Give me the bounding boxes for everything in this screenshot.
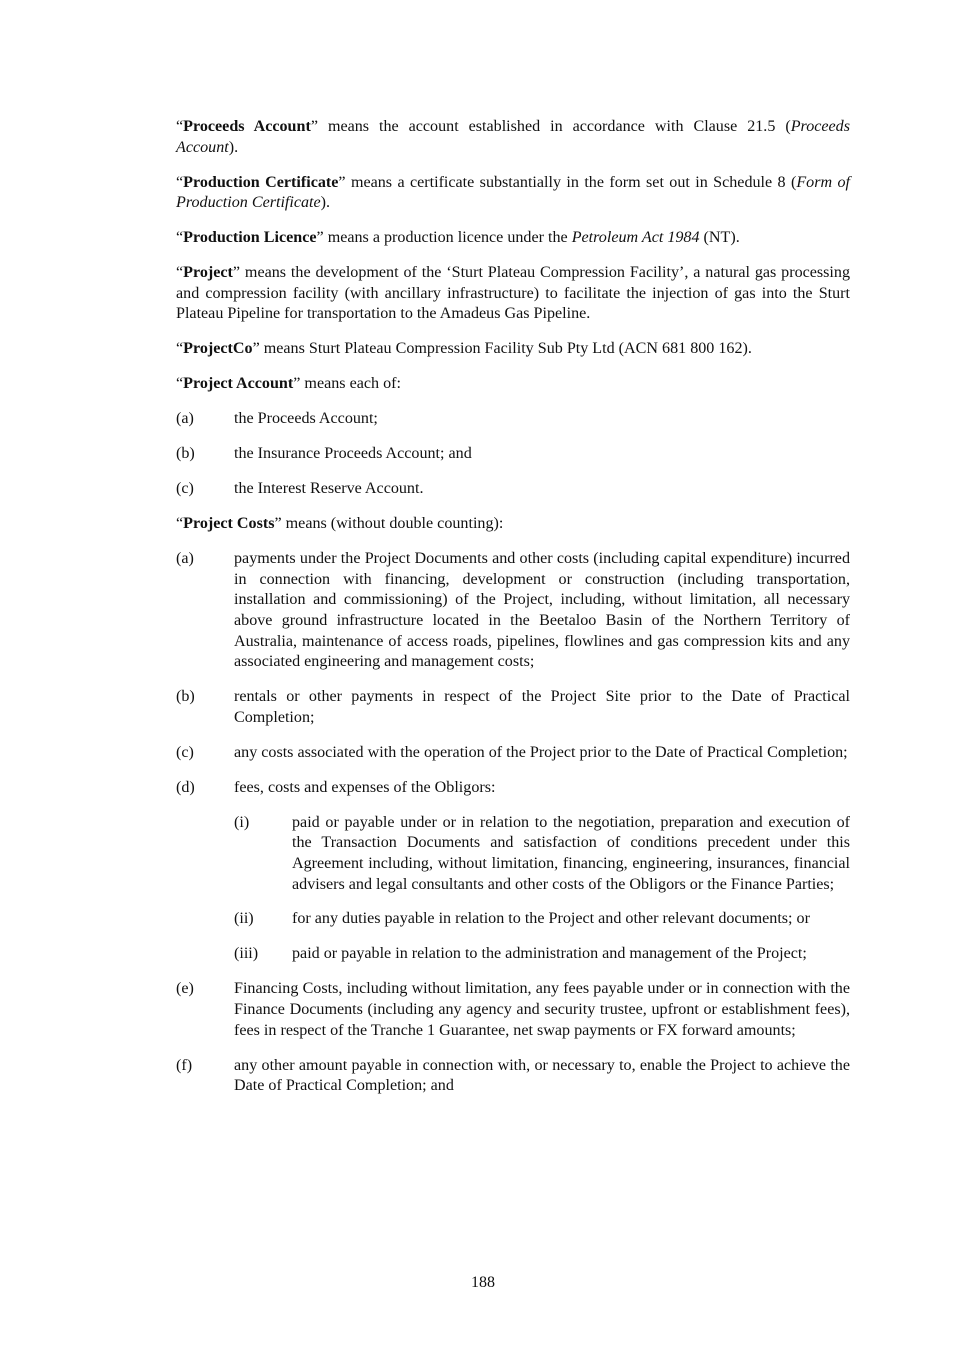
subitem-label: (i)	[234, 813, 250, 831]
term: Project	[183, 264, 233, 282]
act-reference: Petroleum Act 1984	[571, 229, 700, 247]
item-text: payments under the Project Documents and other costs (including capital expenditure) incurred in connection with financing, development or construction (including transportation, installation and commissioning) of the Project, including, without limitation, all necessary above ground infrastructure located in the Beetaloo Basin of the Northern Territory of Australia, maintenance of access roads, pipelines, flowlines and gas compression kits and any associated engineering and management costs;	[234, 550, 850, 671]
sub-list-item	[234, 909, 850, 930]
close-quote: ”	[252, 340, 260, 358]
close-quote: ”	[316, 229, 324, 247]
item-text: fees, costs and expenses of the Obligors:	[234, 778, 496, 796]
open-quote: “	[176, 264, 184, 282]
item-text: any other amount payable in connection with, or necessary to, enable the Project to achieve the Date of Practical Completion; and	[234, 1056, 850, 1095]
item-label: (b)	[176, 688, 195, 706]
item-label: (c)	[176, 480, 194, 498]
page-number: 188	[471, 1274, 495, 1291]
definition-text: (NT).	[699, 229, 740, 247]
definition-project-account	[176, 374, 850, 395]
close-quote: ”	[293, 375, 301, 393]
subitem-text: paid or payable in relation to the administration and management of the Project;	[292, 945, 807, 963]
open-quote: “	[176, 340, 184, 358]
item-label: (d)	[176, 778, 195, 796]
definition-production-certificate	[176, 173, 850, 214]
item-label: (f)	[176, 1056, 193, 1074]
item-text: any costs associated with the operation of the Project prior to the Date of Practical Completion;	[234, 743, 848, 761]
cross-reference: Proceeds Account	[176, 118, 850, 156]
open-quote: “	[176, 173, 184, 191]
item-label: (a)	[176, 410, 194, 428]
definition-text: ).	[228, 138, 239, 156]
sub-list-item	[234, 944, 850, 965]
definition-project	[176, 263, 850, 325]
definition-text: means a production licence under the	[323, 229, 572, 247]
term: Production Licence	[183, 229, 317, 247]
open-quote: “	[176, 118, 184, 135]
definition-text: means Sturt Plateau Compression Facility Sub Pty Ltd (ACN 681 800 162).	[259, 340, 752, 358]
item-label: (a)	[176, 550, 194, 568]
item-label: (e)	[176, 980, 194, 998]
close-quote: ”	[274, 515, 282, 533]
definition-text: means (without double counting):	[281, 515, 504, 533]
list-item	[176, 479, 850, 500]
list-item	[176, 409, 850, 430]
definition-text: means the account established in accordance with Clause 21.5 (	[317, 118, 791, 135]
open-quote: “	[176, 229, 184, 247]
subitem-label: (ii)	[234, 910, 254, 928]
definition-text: means the development of the ‘Sturt Plateau Compression Facility’, a natural gas processing and compression facility (with ancillary infrastructure) to facilitate the injection of gas into the Sturt Plateau Pipeline for transportation to the Amadeus Gas Pipeline.	[176, 264, 850, 323]
term: Production Certificate	[183, 173, 339, 191]
list-item	[176, 444, 850, 465]
item-label: (c)	[176, 743, 194, 761]
list-item	[176, 979, 850, 1041]
list-item	[176, 778, 850, 799]
close-quote: ”	[232, 264, 241, 282]
list-item	[176, 687, 850, 728]
list-item	[176, 1056, 850, 1097]
document-page	[176, 117, 850, 1111]
close-quote: ”	[310, 118, 318, 135]
subitem-text: for any duties payable in relation to the Project and other relevant documents; or	[292, 910, 810, 928]
term: Project Costs	[183, 515, 275, 533]
item-text: Financing Costs, including without limitation, any fees payable under or in connection with the Finance Documents (including any agency and security trustee, upfront or establishment fees), fees in respect of the Tranche 1 Guarantee, net swap payments or FX forward amounts;	[234, 980, 850, 1039]
cross-reference: Form of Production Certificate	[176, 173, 850, 212]
subitem-text: paid or payable under or in relation to the negotiation, preparation and execution of the Transaction Documents and satisfaction of conditions precedent under this Agreement including, without limitation, financing, engineering, insurances, financial advisers and legal consultants and other costs of the Obligors or the Finance Parties;	[292, 813, 850, 893]
definition-text: means a certificate substantially in the form set out in Schedule 8 (	[345, 173, 797, 191]
item-label: (b)	[176, 445, 195, 463]
definition-project-costs	[176, 514, 850, 535]
item-text: the Proceeds Account;	[234, 410, 378, 428]
item-text: rentals or other payments in respect of the Project Site prior to the Date of Practical Completion;	[234, 688, 850, 726]
subitem-label: (iii)	[234, 945, 259, 963]
item-text: the Interest Reserve Account.	[234, 480, 424, 498]
definition-production-licence	[176, 228, 850, 249]
definition-projectco	[176, 339, 850, 360]
definition-text: ).	[320, 194, 331, 212]
open-quote: “	[176, 515, 184, 533]
sub-list-item	[234, 813, 850, 895]
close-quote: ”	[338, 173, 346, 191]
list-item	[176, 743, 850, 764]
definition-text: means each of:	[300, 375, 401, 393]
term: Proceeds Account	[183, 118, 311, 135]
term: Project Account	[183, 375, 294, 393]
list-item	[176, 549, 850, 673]
open-quote: “	[176, 375, 184, 393]
definition-proceeds-account	[176, 117, 850, 158]
item-text: the Insurance Proceeds Account; and	[234, 445, 472, 463]
term: ProjectCo	[183, 340, 253, 358]
